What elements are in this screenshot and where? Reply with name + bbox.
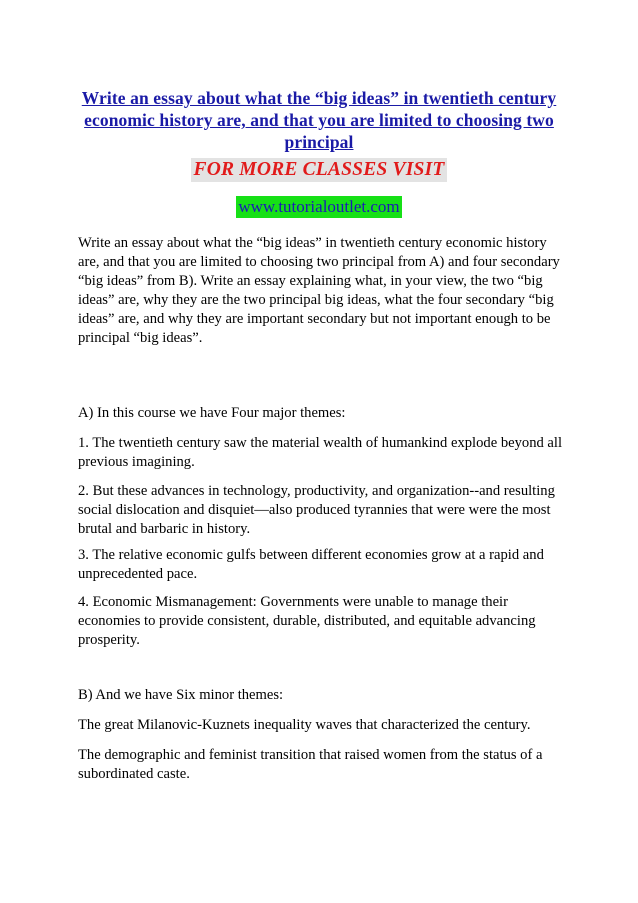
section-b-item-1: The great Milanovic-Kuznets inequality waves that characterized the century. [78,717,531,733]
section-a-item-3: 3. The relative economic gulfs between different economies grow at a rapid and unprecedented pace. [78,547,544,582]
promo-text: FOR MORE CLASSES VISIT [191,158,448,182]
intro-paragraph: Write an essay about what the “big ideas” in twentieth century economic history are, and that you are limited to choosing two principal from A) and four secondary “big ideas” from B). Write an essay explaining what, in your view, the two “big ideas” are, why they are the two principal big ideas, what the four secondary “big ideas” are, and why they are important secondary but not important enough to be principal “big ideas”. [78,235,560,346]
link-banner [0,196,638,218]
document-title: Write an essay about what the “big ideas” in twentieth century economic history are, and that you are limited to choosing two principal [81,88,557,152]
website-link[interactable]: www.tutorialoutlet.com [238,197,400,216]
promo-banner [0,158,638,182]
section-a-item-1: 1. The twentieth century saw the material wealth of humankind explode beyond all previous imagining. [78,435,563,470]
section-a-item-2: 2. But these advances in technology, productivity, and organization--and resulting social dislocation and disquiet—also produced tyrannies that were were the most brutal and barbaric in history. [78,483,555,537]
section-b-heading: B) And we have Six minor themes: [78,687,284,703]
section-b-item-2: The demographic and feminist transition that raised women from the status of a subordinated caste. [78,747,543,782]
section-a-item-4: 4. Economic Mismanagement: Governments were unable to manage their economies to provide consistent, durable, distributed, and equitable advancing prosperity. [78,594,536,648]
section-a-heading: A) In this course we have Four major themes: [78,405,346,421]
